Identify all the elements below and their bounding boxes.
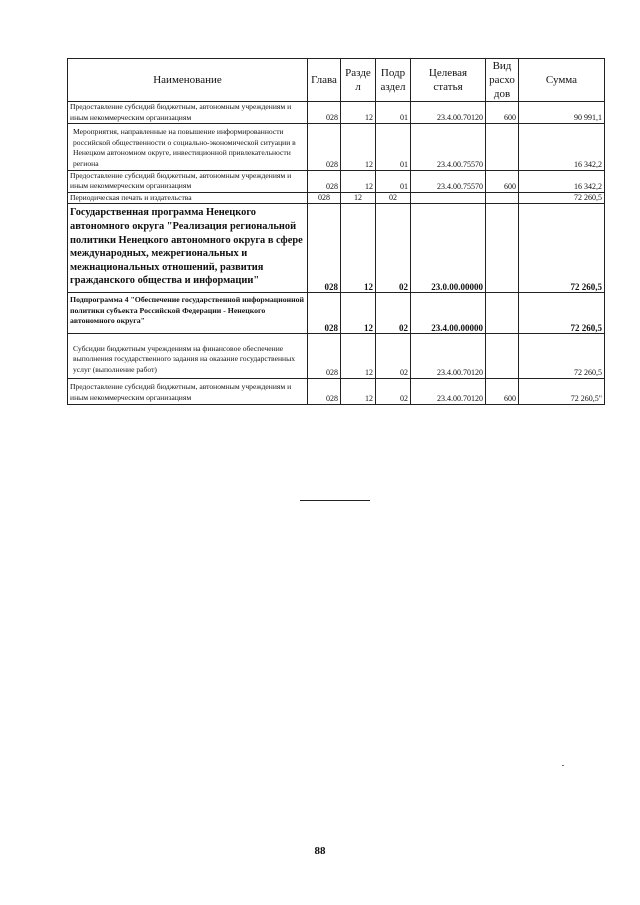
row-razdel: 12: [341, 170, 376, 192]
row-tselevaya: 23.4.00.75570: [411, 170, 486, 192]
row-summa: 90 991,1: [519, 102, 605, 124]
page-number: 88: [314, 845, 326, 857]
row-glava: 028: [308, 379, 341, 404]
header-tselevaya: Целевая статья: [411, 59, 486, 102]
header-vid: Вид расхо дов: [486, 59, 519, 102]
row-summa: 72 260,5: [519, 192, 605, 204]
header-name: Наименование: [68, 59, 308, 102]
row-glava: 028: [308, 292, 341, 333]
row-podrazdel: 02: [376, 333, 411, 379]
row-glava: 028: [308, 124, 341, 170]
row-tselevaya: 23.4.00.70120: [411, 333, 486, 379]
row-vid: [486, 292, 519, 333]
row-tselevaya: 23.4.00.75570: [411, 124, 486, 170]
row-glava: 028: [308, 192, 341, 204]
row-tselevaya: 23.0.00.00000: [411, 204, 486, 293]
row-glava: 028: [308, 170, 341, 192]
row-vid: [486, 204, 519, 293]
row-tselevaya: 23.4.00.70120: [411, 379, 486, 404]
row-vid: 600: [486, 379, 519, 404]
row-name: Предоставление субсидий бюджетным, автономным учреждениям и иным некоммерческим организациям: [68, 170, 308, 192]
row-razdel: 12: [341, 102, 376, 124]
row-glava: 028: [308, 333, 341, 379]
row-razdel: 12: [341, 333, 376, 379]
row-summa: 72 260,5": [519, 379, 605, 404]
row-podrazdel: 02: [376, 204, 411, 293]
row-summa: 16 342,2: [519, 170, 605, 192]
row-tselevaya: 23.4.00.70120: [411, 102, 486, 124]
row-name: Предоставление субсидий бюджетным, автономным учреждениям и иным некоммерческим организациям: [68, 102, 308, 124]
header-glava: Глава: [308, 59, 341, 102]
header-row: [68, 59, 605, 102]
row-vid: [486, 192, 519, 204]
row-tselevaya: 23.4.00.00000: [411, 292, 486, 333]
row-razdel: 12: [341, 292, 376, 333]
row-name: Периодическая печать и издательства: [68, 192, 308, 204]
row-vid: [486, 333, 519, 379]
row-glava: 028: [308, 204, 341, 293]
header-summa: Сумма: [519, 59, 605, 102]
header-podrazdel: Подр аздел: [376, 59, 411, 102]
row-name: Подпрограмма 4 "Обеспечение государственной информационной политики субъекта Российской Федерации - Ненецкого автономного округа": [68, 292, 308, 333]
scan-speck: [562, 765, 564, 766]
row-summa: 72 260,5: [519, 333, 605, 379]
row-vid: 600: [486, 170, 519, 192]
row-glava: 028: [308, 102, 341, 124]
row-razdel: 12: [341, 192, 376, 204]
row-razdel: 12: [341, 204, 376, 293]
end-divider: [300, 500, 370, 501]
row-podrazdel: 01: [376, 124, 411, 170]
row-podrazdel: 01: [376, 170, 411, 192]
table-row: [68, 292, 605, 333]
row-podrazdel: 02: [376, 192, 411, 204]
table-row: [68, 124, 605, 170]
row-summa: 72 260,5: [519, 292, 605, 333]
table-row: [68, 192, 605, 204]
row-name: Государственная программа Ненецкого автономного округа "Реализация региональной политики Ненецкого автономного округа в сфере международных, межрегиональных и межнациональных отношений, развития гражданского общества и информации": [68, 204, 308, 293]
row-vid: 600: [486, 102, 519, 124]
row-name: Предоставление субсидий бюджетным, автономным учреждениям и иным некоммерческим организациям: [68, 379, 308, 404]
row-summa: 72 260,5: [519, 204, 605, 293]
row-razdel: 12: [341, 379, 376, 404]
table-row: [68, 102, 605, 124]
row-tselevaya: [411, 192, 486, 204]
row-podrazdel: 02: [376, 292, 411, 333]
row-name: Субсидии бюджетным учреждениям на финансовое обеспечение выполнения государственного задания на оказание государственных услуг (выполнение работ): [68, 333, 308, 379]
row-razdel: 12: [341, 124, 376, 170]
row-podrazdel: 01: [376, 102, 411, 124]
row-vid: [486, 124, 519, 170]
row-summa: 16 342,2: [519, 124, 605, 170]
header-razdel: Разде л: [341, 59, 376, 102]
row-podrazdel: 02: [376, 379, 411, 404]
table-row: [68, 333, 605, 379]
table-row: [68, 204, 605, 293]
table-row: [68, 379, 605, 404]
row-name: Мероприятия, направленные на повышение информированности российской общественности о социально-экономической ситуации в Ненецком автономном округе, инвестиционной привлекательности региона: [68, 124, 308, 170]
table-row: [68, 170, 605, 192]
budget-table: [67, 58, 605, 405]
